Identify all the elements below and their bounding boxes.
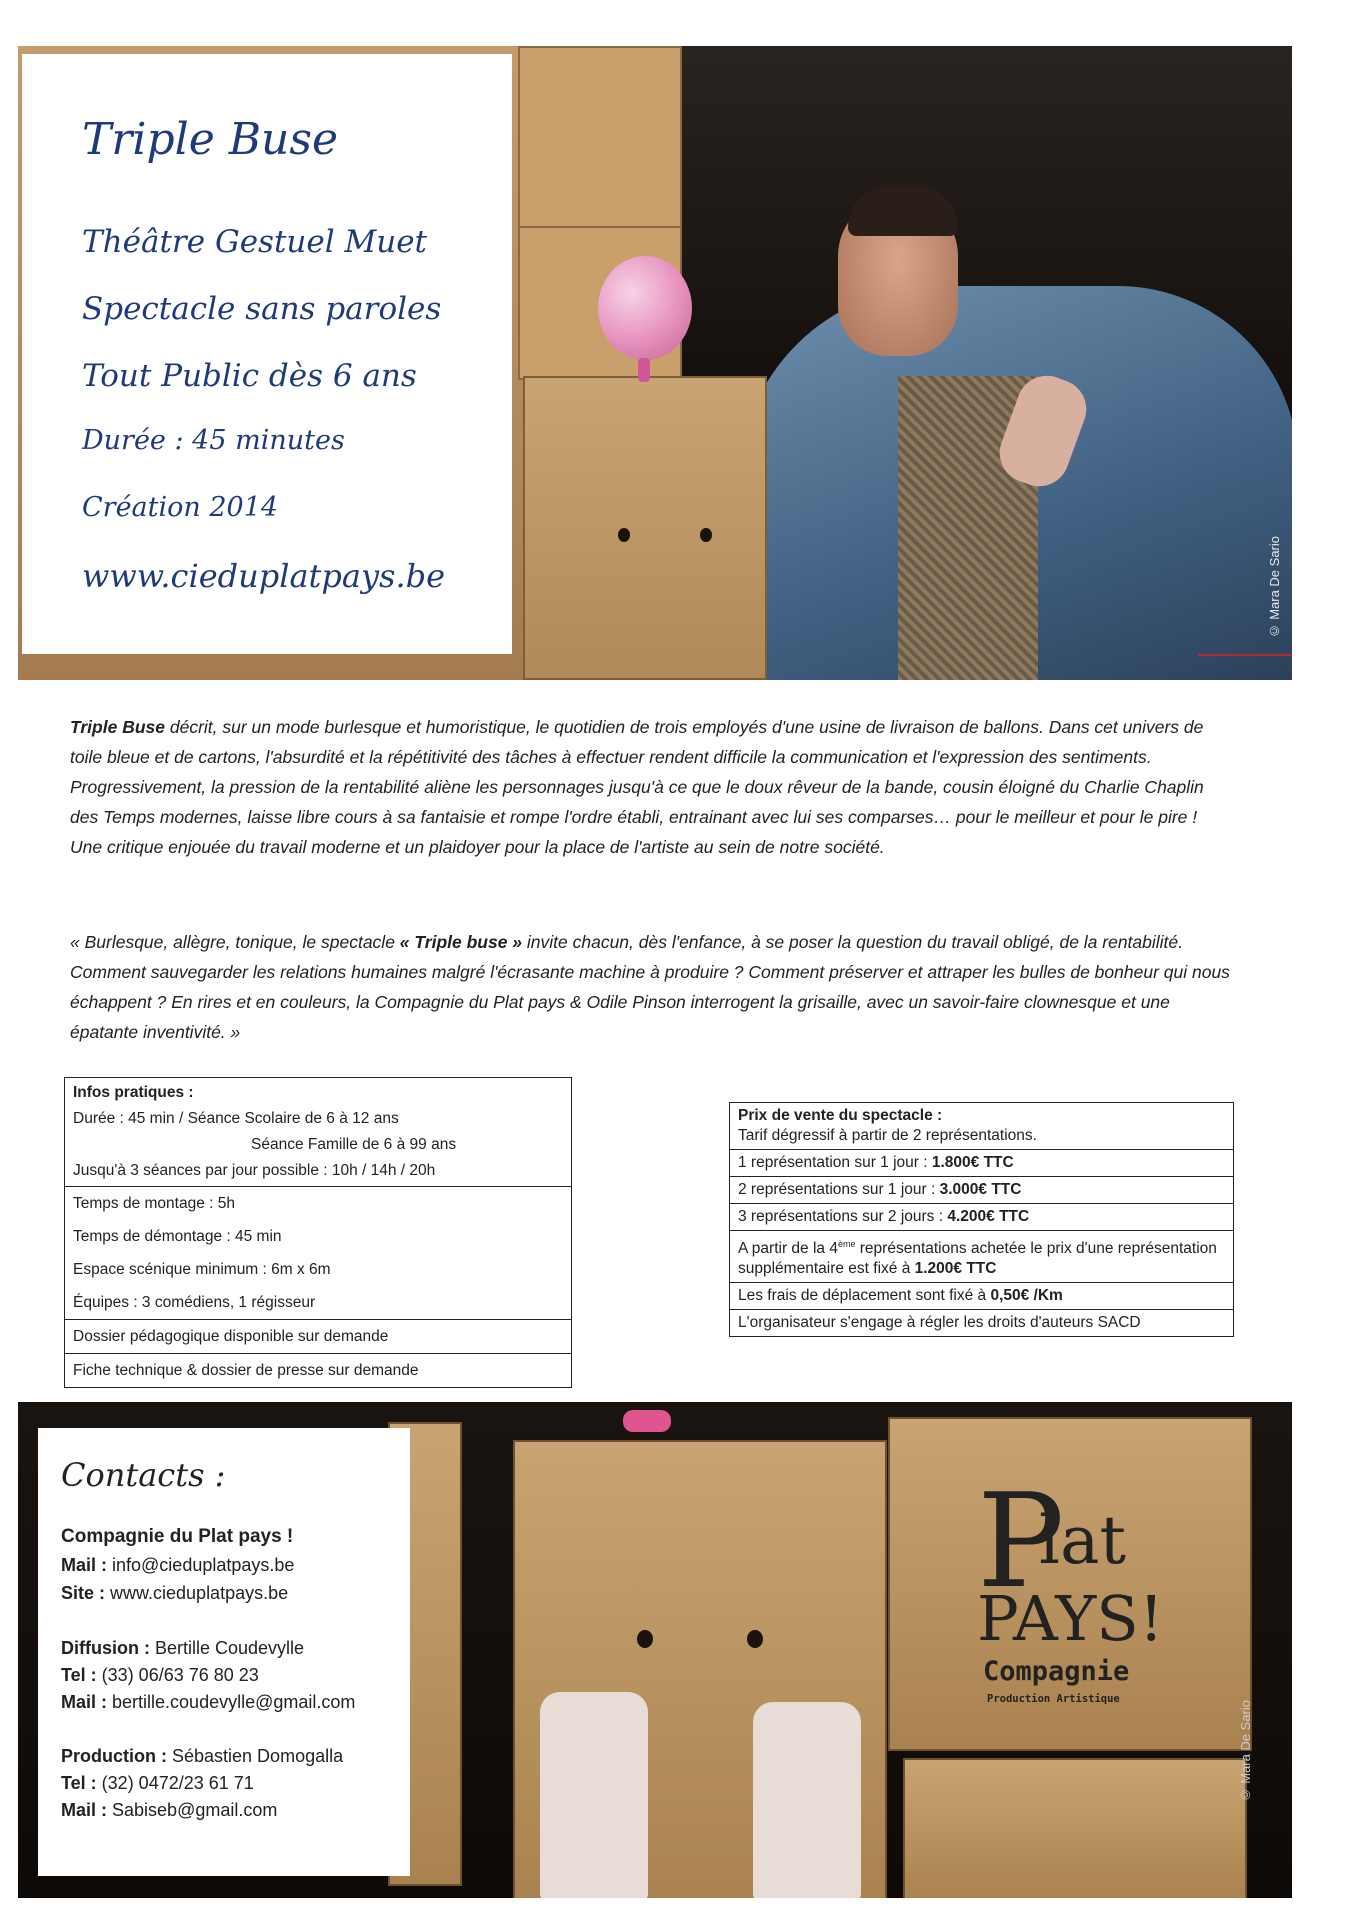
prix-r2-text: 2 représentations sur 1 jour : — [738, 1181, 940, 1198]
infos-cell-tech — [65, 1187, 572, 1320]
site-link[interactable]: www.cieduplatpays.be — [110, 1583, 289, 1603]
no-words-line: Spectacle sans paroles — [82, 291, 442, 327]
infos-duree: Durée : 45 min / Séance Scolaire de 6 à 12 ans — [73, 1110, 399, 1127]
pink-ribbon — [623, 1410, 671, 1432]
logo-production: Production Artistique — [987, 1693, 1120, 1705]
description-second: Une critique enjouée du travail moderne et un plaidoyer pour la place de l'artiste au sein de notre société. — [70, 837, 885, 857]
diffusion — [61, 1638, 304, 1659]
production — [61, 1746, 343, 1767]
price-table — [729, 1102, 1234, 1337]
infos-demontage: Temps de démontage : 45 min — [73, 1228, 282, 1245]
left-hand — [540, 1692, 648, 1898]
cardboard-box — [903, 1758, 1247, 1898]
red-line — [1198, 654, 1292, 656]
prix-row-3 — [730, 1204, 1234, 1231]
tel-label: Tel : — [61, 1773, 102, 1793]
prix-row-frais — [730, 1283, 1234, 1310]
prix-r4-price: 1.200€ TTC — [914, 1260, 997, 1278]
prix-r3-price: 4.200€ TTC — [947, 1208, 1030, 1225]
prix-r4-b: représentations achetée le prix d'une représentation supplémentaire est fixé à — [738, 1240, 1217, 1278]
infos-equipes: Équipes : 3 comédiens, 1 régisseur — [73, 1294, 316, 1311]
company-name: Compagnie du Plat pays ! — [61, 1526, 294, 1547]
logo-compagnie: Compagnie — [983, 1656, 1130, 1687]
right-hand — [753, 1702, 861, 1898]
prix-r3-text: 3 représentations sur 2 jours : — [738, 1208, 948, 1225]
prix-r1-price: 1.800€ TTC — [931, 1154, 1014, 1171]
press-quote — [70, 927, 1230, 1047]
infos-famille: Séance Famille de 6 à 99 ans — [251, 1136, 457, 1153]
production-tel — [61, 1773, 254, 1794]
audience-line: Tout Public dès 6 ans — [82, 358, 417, 394]
production-phone: (32) 0472/23 61 71 — [101, 1773, 254, 1793]
prix-r1-text: 1 représentation sur 1 jour : — [738, 1154, 932, 1171]
diffusion-name: Bertille Coudevylle — [154, 1638, 305, 1658]
company-site — [61, 1583, 288, 1604]
mail-label: Mail : — [61, 1555, 113, 1575]
infos-dossier: Dossier pédagogique disponible sur demande — [65, 1320, 572, 1354]
diffusion-mail — [61, 1692, 355, 1713]
box-eye-right — [747, 1630, 763, 1648]
show-title: Triple Buse — [82, 114, 339, 165]
contacts-card — [38, 1428, 410, 1876]
pink-balloon — [598, 256, 692, 360]
quote-bold: « Triple buse » — [399, 932, 523, 952]
photo-credit: © Mara De Sario — [1267, 536, 1282, 639]
title-card — [22, 54, 512, 654]
diffusion-mail-link[interactable]: bertille.coudevylle@gmail.com — [112, 1692, 356, 1712]
contacts-title: Contacts : — [61, 1456, 226, 1494]
logo-lat: lat — [1039, 1502, 1126, 1579]
production-name: Sébastien Domogalla — [172, 1746, 344, 1766]
infos-cell-main — [65, 1078, 572, 1187]
infos-fiche: Fiche technique & dossier de presse sur demande — [65, 1354, 572, 1388]
infos-montage: Temps de montage : 5h — [73, 1195, 235, 1212]
infos-seances: Jusqu'à 3 séances par jour possible : 10h / 14h / 20h — [73, 1162, 436, 1179]
mail-label: Mail : — [61, 1800, 113, 1820]
prix-frais-price: 0,50€ /Km — [990, 1287, 1063, 1305]
diffusion-phone: (33) 06/63 76 80 23 — [101, 1665, 259, 1685]
balloon-knot — [638, 358, 650, 382]
creation-line: Création 2014 — [82, 492, 279, 523]
photo-credit-bottom: © Mara De Sario — [1238, 1700, 1253, 1803]
duration-line: Durée : 45 minutes — [82, 425, 345, 456]
infos-header: Infos pratiques : — [73, 1084, 194, 1101]
prix-row-4 — [730, 1231, 1234, 1283]
box-with-face — [523, 376, 767, 680]
prix-sacd: L'organisateur s'engage à régler les droits d'auteurs SACD — [730, 1310, 1234, 1337]
description-text: décrit, sur un mode burlesque et humoristique, le quotidien de trois employés d'une usine de livraison de ballons. Dans cet univers de toile bleue et de cartons, l'absurdité et la répétitivité des tâches à effectuer rendent difficile la communication et l'expression des sentiments. Progressivement, la pression de la rentabilité aliène les personnages jusqu'à ce que le doux rêveur de la bande, cousin éloigné du Charlie Chaplin des Temps modernes, laisse libre cours à sa fantaisie et rompe l'ordre établi, entrainant avec lui ses comparses… pour le meilleur et pour le pire ! — [70, 717, 1204, 827]
tel-label: Tel : — [61, 1665, 102, 1685]
prix-row-2 — [730, 1177, 1234, 1204]
box-eye-right — [700, 528, 712, 542]
prix-header: Prix de vente du spectacle : — [738, 1107, 943, 1124]
description-lead: Triple Buse — [70, 717, 165, 737]
prix-r4-a: A partir de la 4 — [738, 1240, 838, 1258]
infos-espace: Espace scénique minimum : 6m x 6m — [73, 1261, 331, 1278]
box-eye-left — [637, 1630, 653, 1648]
prix-r4-sup: ème — [837, 1239, 856, 1249]
website-line: www.cieduplatpays.be — [82, 557, 446, 595]
logo-pays: PAYS! — [977, 1582, 1164, 1655]
box-eye-left — [618, 528, 630, 542]
description — [70, 712, 1230, 862]
mail-link[interactable]: info@cieduplatpays.be — [112, 1555, 295, 1575]
production-mail-link[interactable]: Sabiseb@gmail.com — [112, 1800, 278, 1820]
plat-pays-logo — [977, 1465, 1177, 1736]
prix-tarif: Tarif dégressif à partir de 2 représentations. — [738, 1127, 1037, 1144]
infos-table — [64, 1077, 572, 1388]
production-label: Production : — [61, 1746, 172, 1766]
actor-hair — [848, 186, 958, 236]
prix-frais-text: Les frais de déplacement sont fixé à — [738, 1287, 991, 1305]
diffusion-label: Diffusion : — [61, 1638, 155, 1658]
prix-cell-head — [730, 1103, 1234, 1150]
prix-r2-price: 3.000€ TTC — [939, 1181, 1022, 1198]
site-label: Site : — [61, 1583, 111, 1603]
genre-line: Théâtre Gestuel Muet — [82, 224, 428, 260]
company-mail — [61, 1555, 294, 1576]
production-mail — [61, 1800, 277, 1821]
diffusion-tel — [61, 1665, 259, 1686]
cardboard-box — [518, 46, 682, 230]
mail-label: Mail : — [61, 1692, 113, 1712]
logo-p: P — [977, 1465, 1065, 1617]
prix-row-1 — [730, 1150, 1234, 1177]
quote-before: « Burlesque, allègre, tonique, le spectacle — [70, 932, 400, 952]
quote-after: invite chacun, dès l'enfance, à se poser la question du travail obligé, de la rentabilité. Comment sauvegarder les relations humaines malgré l'écrasante machine à produire ? Comment préserver et attraper les bulles de bonheur qui nous échappent ? En rires et en couleurs, la Compagnie du Plat pays & Odile Pinson interrogent la grisaille, avec un savoir-faire clownesque et une épatante inventivité. » — [70, 932, 1230, 1042]
